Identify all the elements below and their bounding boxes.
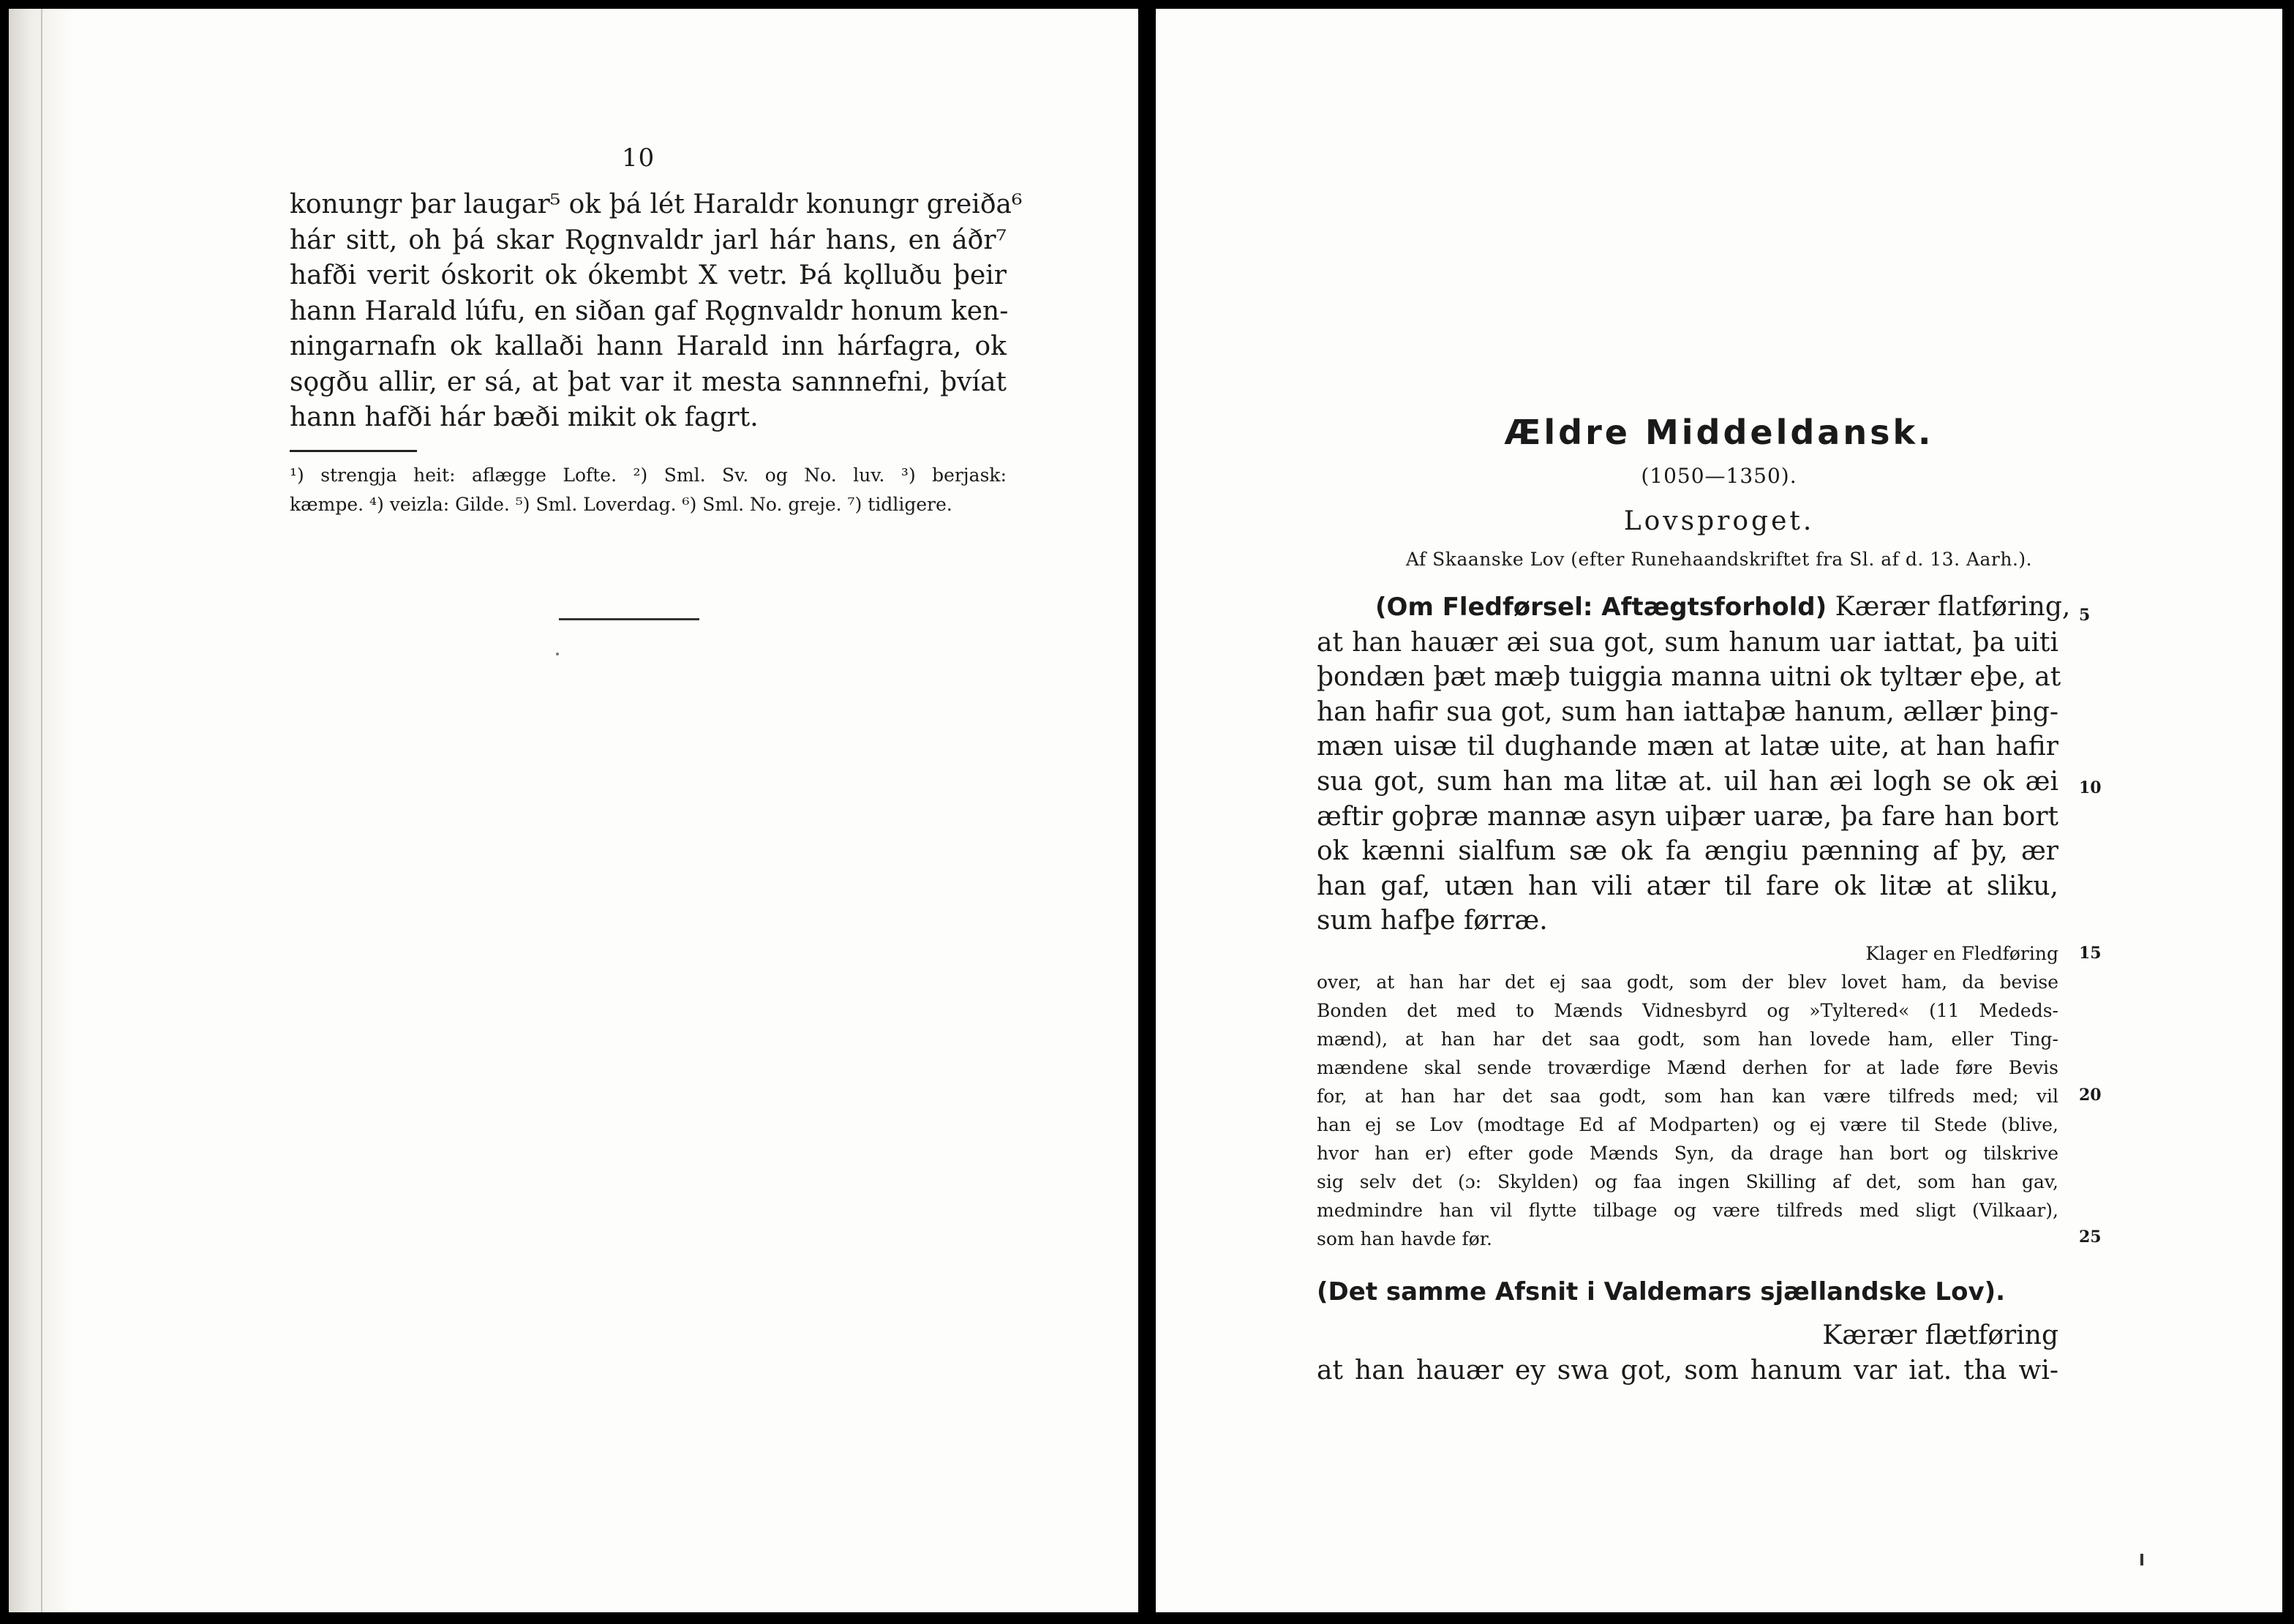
footnote-rule	[290, 450, 417, 452]
translation-line: han ej se Lov (modtage Ed af Modparten) og ej være til Stede (blive,	[1317, 1114, 2058, 1135]
page-number: 10	[622, 143, 655, 173]
gutter-edge	[41, 9, 42, 1612]
tail-line: Kærær flætføring	[1822, 1320, 2058, 1350]
old-text-line: þondæn þæt mæþ tuiggia manna uitni ok tyltær eþe, at	[1317, 662, 2061, 693]
tail-line: at han hauær ey swa got, som hanum var iat. tha wi-	[1317, 1355, 2058, 1386]
translation-line: for, at han har det saa godt, som han kan være tilfreds med; vil	[1317, 1086, 2058, 1107]
left-body-text	[290, 187, 1023, 436]
old-text-line: ok kænni sialfum sæ ok fa ængiu pænning af þy, ær	[1317, 836, 2058, 867]
old-text-line: mæn uisæ til dughande mæn at latæ uite, at han hafir	[1317, 732, 2058, 762]
body-line: ningarnafn ok kallaði hann Harald inn hárfagra, ok	[290, 331, 1007, 361]
old-text-line-1	[1317, 590, 2071, 625]
body-line: hár sitt, oh þá skar Rǫgnvaldr jarl hár hans, en áðr⁷	[290, 225, 1007, 255]
body-line: hann Harald lúfu, en siðan gaf Rǫgnvaldr honum ken-	[290, 296, 1009, 326]
old-text-line: sum hafþe førræ.	[1317, 906, 1548, 936]
old-text-first-line: Kærær flatføring,	[1835, 592, 2071, 622]
translation-line: Klager en Fledføring	[1865, 943, 2058, 964]
old-text-line: æftir goþræ mannæ asyn uiþær uaræ, þa fare han bort	[1317, 801, 2058, 832]
translation-line: sig selv det (ɔ: Skylden) og faa ingen Skilling af det, som han gav,	[1317, 1171, 2058, 1192]
line-number-25: 25	[2079, 1228, 2102, 1247]
scan-speck	[556, 653, 559, 655]
footnote-line: ¹) strengja heit: aflægge Lofte. ²) Sml. Sv. og No. luv. ³) berjask:	[290, 465, 1007, 486]
footnotes	[290, 461, 1007, 519]
line-number-20: 20	[2079, 1086, 2102, 1105]
body-line: konungr þar laugar⁵ ok þá lét Haraldr konungr greiða⁶	[290, 189, 1023, 219]
translation-line: mændene skal sende troværdige Mænd derhen for at lade føre Bevis	[1317, 1057, 2058, 1078]
translation-line: hvor han er) efter gode Mænds Syn, da drage han bort og tilskrive	[1317, 1143, 2058, 1164]
end-rule	[559, 618, 699, 620]
source-note: Af Skaanske Lov (efter Runehaandskriftet fra Sl. af d. 13. Aarh.).	[1405, 549, 2033, 570]
line-number-15: 15	[2079, 944, 2102, 963]
scan-mark	[2140, 1554, 2143, 1565]
body-line: hafði verit óskorit ok ókembt X vetr. Þá kǫlluðu þeir	[290, 260, 1007, 290]
old-text-line: sua got, sum han ma litæ at. uil han æi logh se ok æi	[1317, 766, 2058, 797]
tail-text	[1317, 1318, 2058, 1388]
line-number-10: 10	[2079, 778, 2102, 797]
translation-line: som han havde før.	[1317, 1228, 1492, 1249]
right-page	[1156, 9, 2282, 1612]
section-dates: (1050—1350).	[1641, 464, 1797, 488]
old-text-heading: (Om Fledførsel: Aftægtsforhold)	[1375, 593, 1827, 622]
body-line: sǫgðu allir, er sá, at þat var it mesta sannnefni, þvíat	[290, 366, 1007, 397]
section-title: Ældre Middeldansk.	[1504, 413, 1934, 452]
old-text-line: han gaf, utæn han vili atær til fare ok litæ at sliku,	[1317, 871, 2058, 901]
subsection-title: Lovsproget.	[1623, 506, 1815, 536]
translation-line: medmindre han vil flytte tilbage og være tilfreds med sligt (Vilkaar),	[1317, 1200, 2058, 1221]
translation-text	[1317, 939, 2058, 1253]
old-text-line: at han hauær æi sua got, sum hanum uar iattat, þa uiti	[1317, 627, 2058, 658]
translation-line: mænd), at han har det saa godt, som han lovede ham, eller Ting-	[1317, 1029, 2058, 1050]
footnote-line: kæmpe. ⁴) veizla: Gilde. ⁵) Sml. Loverdag. ⁶) Sml. No. greje. ⁷) tidligere.	[290, 494, 952, 515]
heading-valdemar: (Det samme Afsnit i Valdemars sjællandske Lov).	[1317, 1277, 2006, 1307]
translation-line: Bonden det med to Mænds Vidnesbyrd og »Tyltered« (11 Mededs-	[1317, 1000, 2058, 1021]
line-number-5: 5	[2079, 606, 2091, 625]
left-page	[9, 9, 1138, 1612]
old-danish-text	[1317, 590, 2071, 939]
body-line: hann hafði hár bæði mikit ok fagrt.	[290, 402, 759, 432]
old-text-line: han hafir sua got, sum han iattaþæ hanum, ællær þing-	[1317, 696, 2058, 727]
translation-line: over, at han har det ej saa godt, som der blev lovet ham, da bevise	[1317, 971, 2058, 993]
